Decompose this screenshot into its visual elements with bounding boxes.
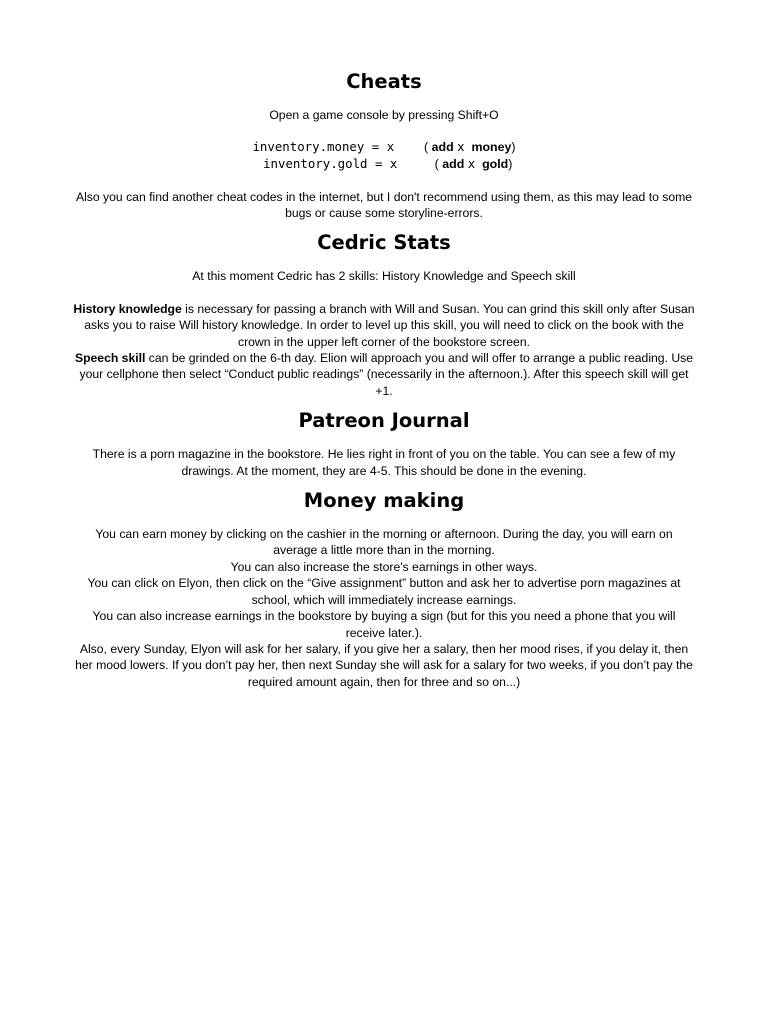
cheats-warning: Also you can find another cheat codes in the internet, but I don't recommend using them, as this may lead to some bugs or cause some storyline-errors. bbox=[75, 189, 693, 220]
patreon-journal-text: There is a porn magazine in the bookstore. He lies right in front of you on the table. You can see a few of my drawings. At the moment, they are 4-5. This should be done in the evening. bbox=[92, 447, 676, 478]
speech-skill-label: Speech skill bbox=[74, 351, 146, 366]
command-code: inventory.money = x bbox=[252, 139, 395, 155]
cedric-stats-heading: Cedric Stats bbox=[317, 231, 451, 255]
cheats-heading: Cheats bbox=[346, 70, 422, 93]
money-paragraph: You can also increase earnings in the bookstore by buying a sign (but for this you need a phone that you will receive later.). bbox=[92, 609, 676, 640]
cheat-command-list bbox=[72, 139, 696, 172]
document-content bbox=[72, 68, 696, 690]
cheat-command-money bbox=[72, 139, 696, 156]
patreon-journal-heading: Patreon Journal bbox=[298, 409, 470, 433]
history-knowledge-paragraph: History knowledge is necessary for passing a branch with Will and Susan. You can grind this skill only after Susan asks you to raise Will history knowledge. In order to level up this skill, you will need to click on the book with the crown in the upper left corner of the bookstore screen. bbox=[73, 301, 695, 349]
cheat-command-gold bbox=[72, 156, 696, 173]
command-code: inventory.gold = x bbox=[263, 156, 398, 171]
console-hint: Open a game console by pressing Shift+O bbox=[269, 108, 499, 122]
money-paragraph: You can earn money by clicking on the cashier in the morning or afternoon. During the day, you will earn on average a little more than in the morning. bbox=[95, 527, 673, 558]
command-note: ( add x gold) bbox=[434, 156, 513, 171]
speech-skill-paragraph: Speech skill can be grinded on the 6-th day. Elion will approach you and will offer to arrange a public reading. Use your cellphone then select “Conduct public readings” (necessarily in the afternoon.). After this speech skill will get +1. bbox=[74, 351, 694, 398]
history-knowledge-label: History knowledge bbox=[73, 301, 182, 316]
money-paragraph: You can click on Elyon, then click on the “Give assignment” button and ask her to advertise porn magazines at school, which will immediately increase earnings. bbox=[87, 576, 681, 607]
money-paragraph: You can also increase the store's earnings in other ways. bbox=[230, 559, 538, 574]
command-note: ( add x money) bbox=[424, 139, 516, 155]
cedric-intro: At this moment Cedric has 2 skills: History Knowledge and Speech skill bbox=[192, 269, 576, 284]
money-paragraph: Also, every Sunday, Elyon will ask for her salary, if you give her a salary, then her mood rises, if you delay it, then her mood lowers. If you don’t pay her, then next Sunday she will ask for a salary for two weeks, if you don’t pay the required amount again, then for three and so on...) bbox=[75, 641, 693, 689]
money-making-heading: Money making bbox=[303, 489, 465, 513]
